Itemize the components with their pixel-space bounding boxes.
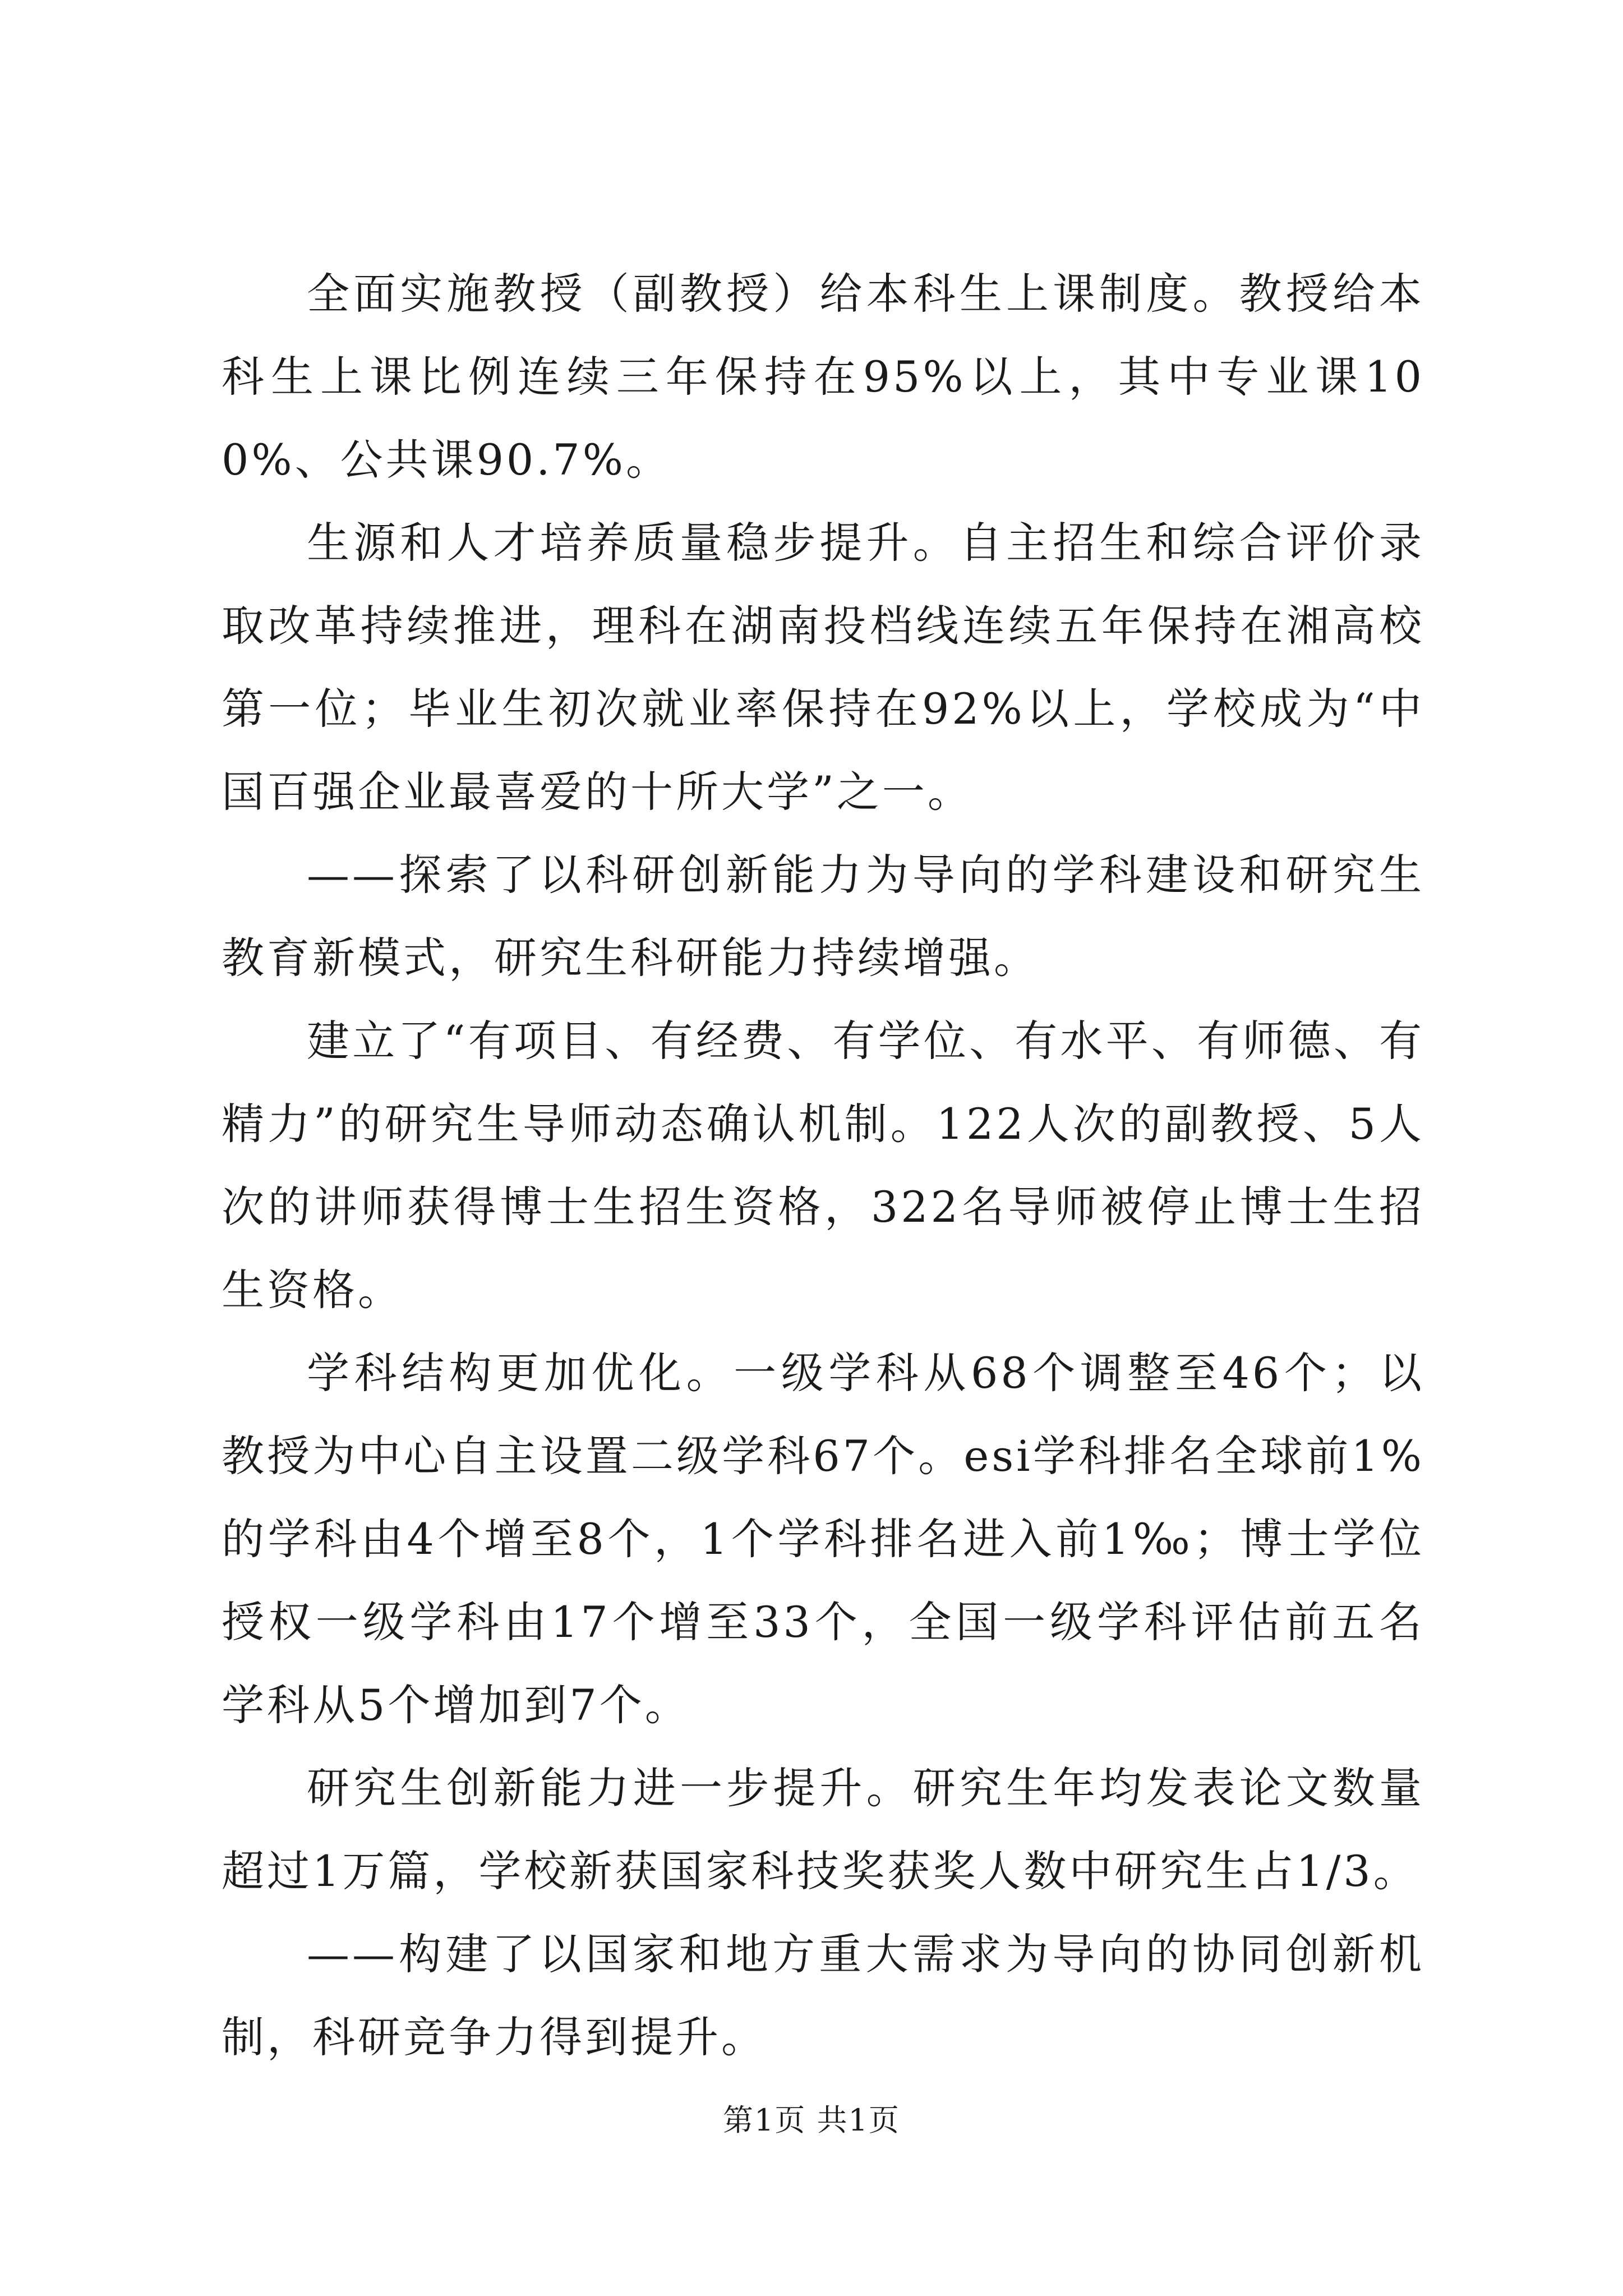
paragraph-collaborative-innovation-heading: ——构建了以国家和地方重大需求为导向的协同创新机制，科研竞争力得到提升。 — [222, 1929, 1424, 2062]
paragraph-student-quality: 生源和人才培养质量稳步提升。自主招生和综合评价录取改革持续推进，理科在湖南投档线连续五年保持在湘高校第一位；毕业生初次就业率保持在92%以上，学校成为“中国百强企业最喜爱的十所大学”之一。 — [222, 518, 1424, 817]
paragraph-graduate-innovation: 研究生创新能力进一步提升。研究生年均发表论文数量超过1万篇，学校新获国家科技奖获奖人数中研究生占1/3。 — [222, 1763, 1424, 1896]
paragraph-research-model-heading: ——探索了以科研创新能力为导向的学科建设和研究生教育新模式，研究生科研能力持续增强。 — [222, 850, 1424, 983]
page-footer: 第1页 共1页 — [723, 2102, 900, 2138]
document-body — [222, 252, 1424, 2079]
paragraph-teaching-system: 全面实施教授（副教授）给本科生上课制度。教授给本科生上课比例连续三年保持在95%以上，其中专业课100%、公共课90.7%。 — [222, 269, 1424, 485]
paragraph-discipline-structure: 学科结构更加优化。一级学科从68个调整至46个；以教授为中心自主设置二级学科67个。esi学科排名全球前1%的学科由4个增至8个，1个学科排名进入前1‰；博士学位授权一级学科由17个增至33个，全国一级学科评估前五名学科从5个增加到7个。 — [222, 1348, 1424, 1730]
paragraph-supervisor-mechanism: 建立了“有项目、有经费、有学位、有水平、有师德、有精力”的研究生导师动态确认机制。122人次的副教授、5人次的讲师获得博士生招生资格，322名导师被停止博士生招生资格。 — [222, 1016, 1424, 1315]
